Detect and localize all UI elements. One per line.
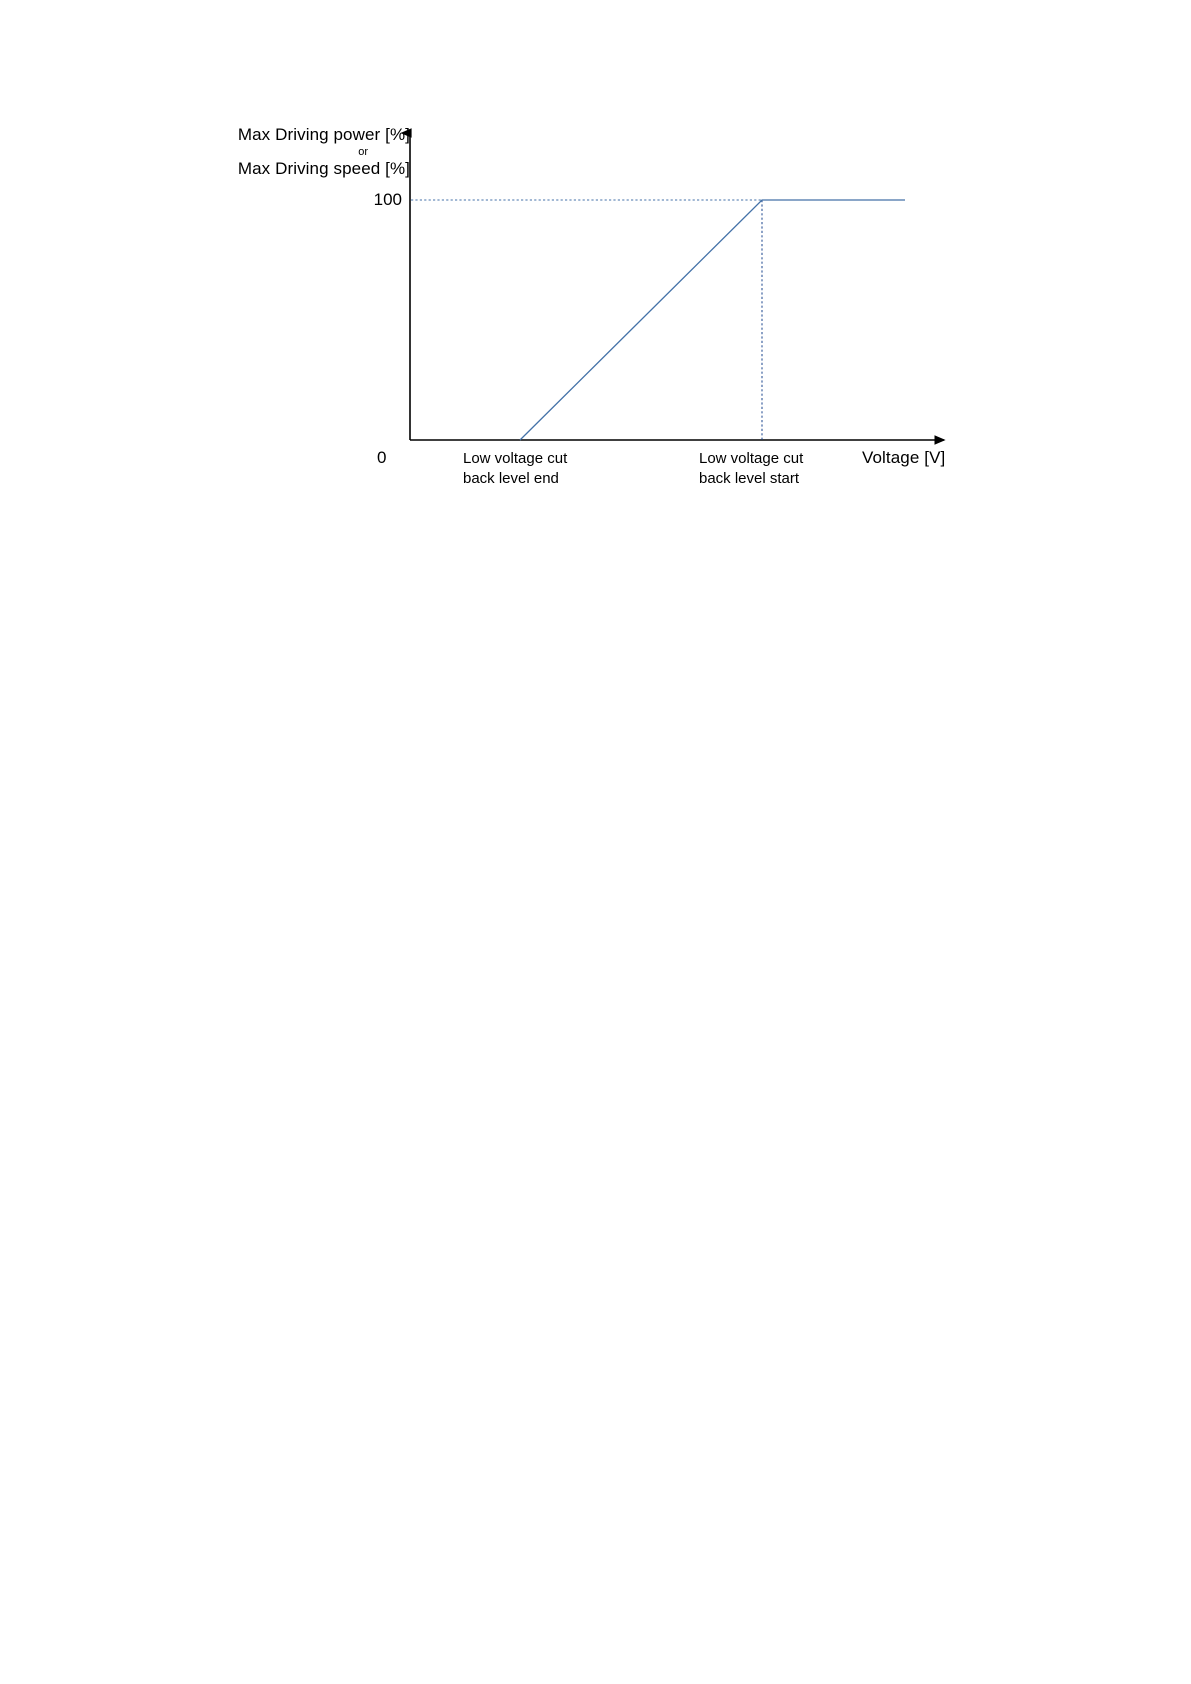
origin-label: 0 [377, 448, 387, 467]
x-label-cutback-level-end-line-2: back level end [463, 470, 559, 488]
x-label-cutback-level-end-line-1: Low voltage cut [463, 450, 568, 467]
chart-figure [0, 0, 1191, 560]
x-label-cutback-level-start-line-2: back level start [699, 470, 800, 488]
plot-area [0, 0, 1191, 560]
y-axis-title-line-1: Max Driving power [%] [237, 125, 410, 144]
y-axis-title-line-2: or [358, 145, 368, 158]
x-axis-title: Voltage [V] [862, 448, 946, 467]
x-label-cutback-level-start-line-1: Low voltage cut [699, 450, 804, 467]
series-max-driving-power-speed [520, 200, 905, 440]
y-axis-title-line-3: Max Driving speed [%] [237, 159, 410, 179]
y-axis-tick-label-100: 100 [373, 190, 402, 209]
